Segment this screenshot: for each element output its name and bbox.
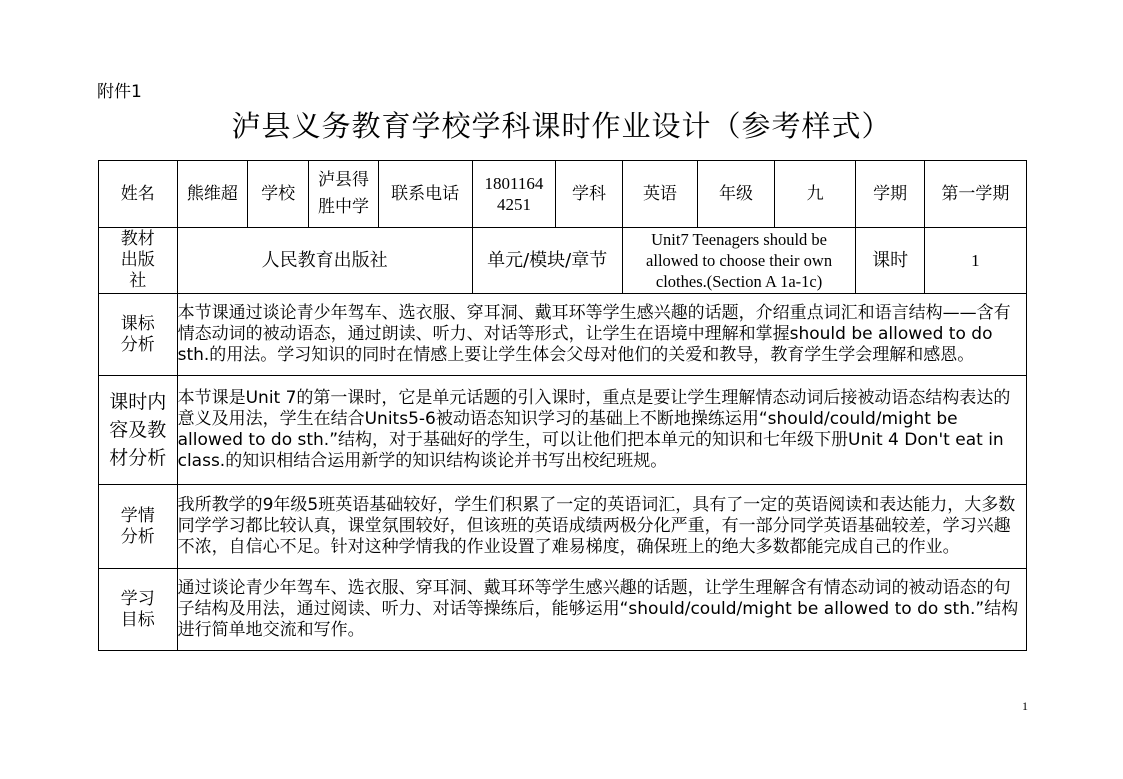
section-row — [99, 485, 1027, 569]
school-value: 泸县得胜中学 — [309, 161, 378, 228]
lesson-value: 1 — [924, 228, 1026, 294]
publisher-value: 人民教育出版社 — [177, 228, 472, 294]
grade-label: 年级 — [698, 161, 775, 228]
page-title: 泸县义务教育学校学科课时作业设计（参考样式） — [231, 109, 892, 143]
grade-value: 九 — [774, 161, 856, 228]
phone-value: 18011644251 — [472, 161, 556, 228]
name-value: 熊维超 — [177, 161, 247, 228]
unit-value: Unit7 Teenagers should be allowed to choose their own clothes.(Section A 1a-1c) — [622, 228, 856, 294]
info-row — [99, 161, 1027, 228]
subject-label: 学科 — [556, 161, 622, 228]
section-label: 课时内容及教材分析 — [99, 376, 178, 485]
attachment-label: 附件1 — [97, 82, 142, 102]
section-label: 学情分析 — [99, 485, 178, 569]
semester-value: 第一学期 — [924, 161, 1026, 228]
section-row — [99, 376, 1027, 485]
phone-label: 联系电话 — [378, 161, 472, 228]
section-content: 通过谈论青少年驾车、选衣服、穿耳洞、戴耳环等学生感兴趣的话题，让学生理解含有情态动词的被动语态的句子结构及用法，通过阅读、听力、对话等操练后，能够运用“should/could/might be allowed to do sth.”结构进行简单地交流和写作。 — [177, 569, 1026, 651]
section-content: 本节课是Unit 7的第一课时，它是单元话题的引入课时，重点是要让学生理解情态动词后接被动语态结构表达的意义及用法，学生在结合Units5-6被动语态知识学习的基础上不断地操练运用“should/could/might be allowed to do sth.”结构，对于基础好的学生，可以让他们把本单元的知识和七年级下册Unit 4 Don't eat in class.的知识相结合运用新学的知识结构谈论并书写出校纪班规。 — [177, 376, 1026, 485]
section-row — [99, 569, 1027, 651]
name-label: 姓名 — [99, 161, 178, 228]
publisher-label: 教材出版社 — [99, 228, 178, 294]
subject-value: 英语 — [622, 161, 698, 228]
section-label: 课标分析 — [99, 294, 178, 376]
section-row — [99, 294, 1027, 376]
school-label: 学校 — [248, 161, 309, 228]
section-content: 本节课通过谈论青少年驾车、选衣服、穿耳洞、戴耳环等学生感兴趣的话题，介绍重点词汇和语言结构——含有情态动词的被动语态，通过朗读、听力、对话等形式，让学生在语境中理解和掌握should be allowed to do sth.的用法。学习知识的同时在情感上要让学生体会父母对他们的关爱和教导，教育学生学会理解和感恩。 — [177, 294, 1026, 376]
page-number: 1 — [1022, 699, 1028, 713]
publisher-row — [99, 228, 1027, 294]
unit-label: 单元/模块/章节 — [472, 228, 622, 294]
semester-label: 学期 — [856, 161, 924, 228]
lesson-label: 课时 — [856, 228, 924, 294]
section-label: 学习目标 — [99, 569, 178, 651]
homework-design-table — [98, 160, 1027, 651]
section-content: 我所教学的9年级5班英语基础较好，学生们积累了一定的英语词汇，具有了一定的英语阅读和表达能力，大多数同学学习都比较认真，课堂氛围较好，但该班的英语成绩两极分化严重，有一部分同学英语基础较差，学习兴趣不浓，自信心不足。针对这种学情我的作业设置了难易梯度，确保班上的绝大多数都能完成自己的作业。 — [177, 485, 1026, 569]
